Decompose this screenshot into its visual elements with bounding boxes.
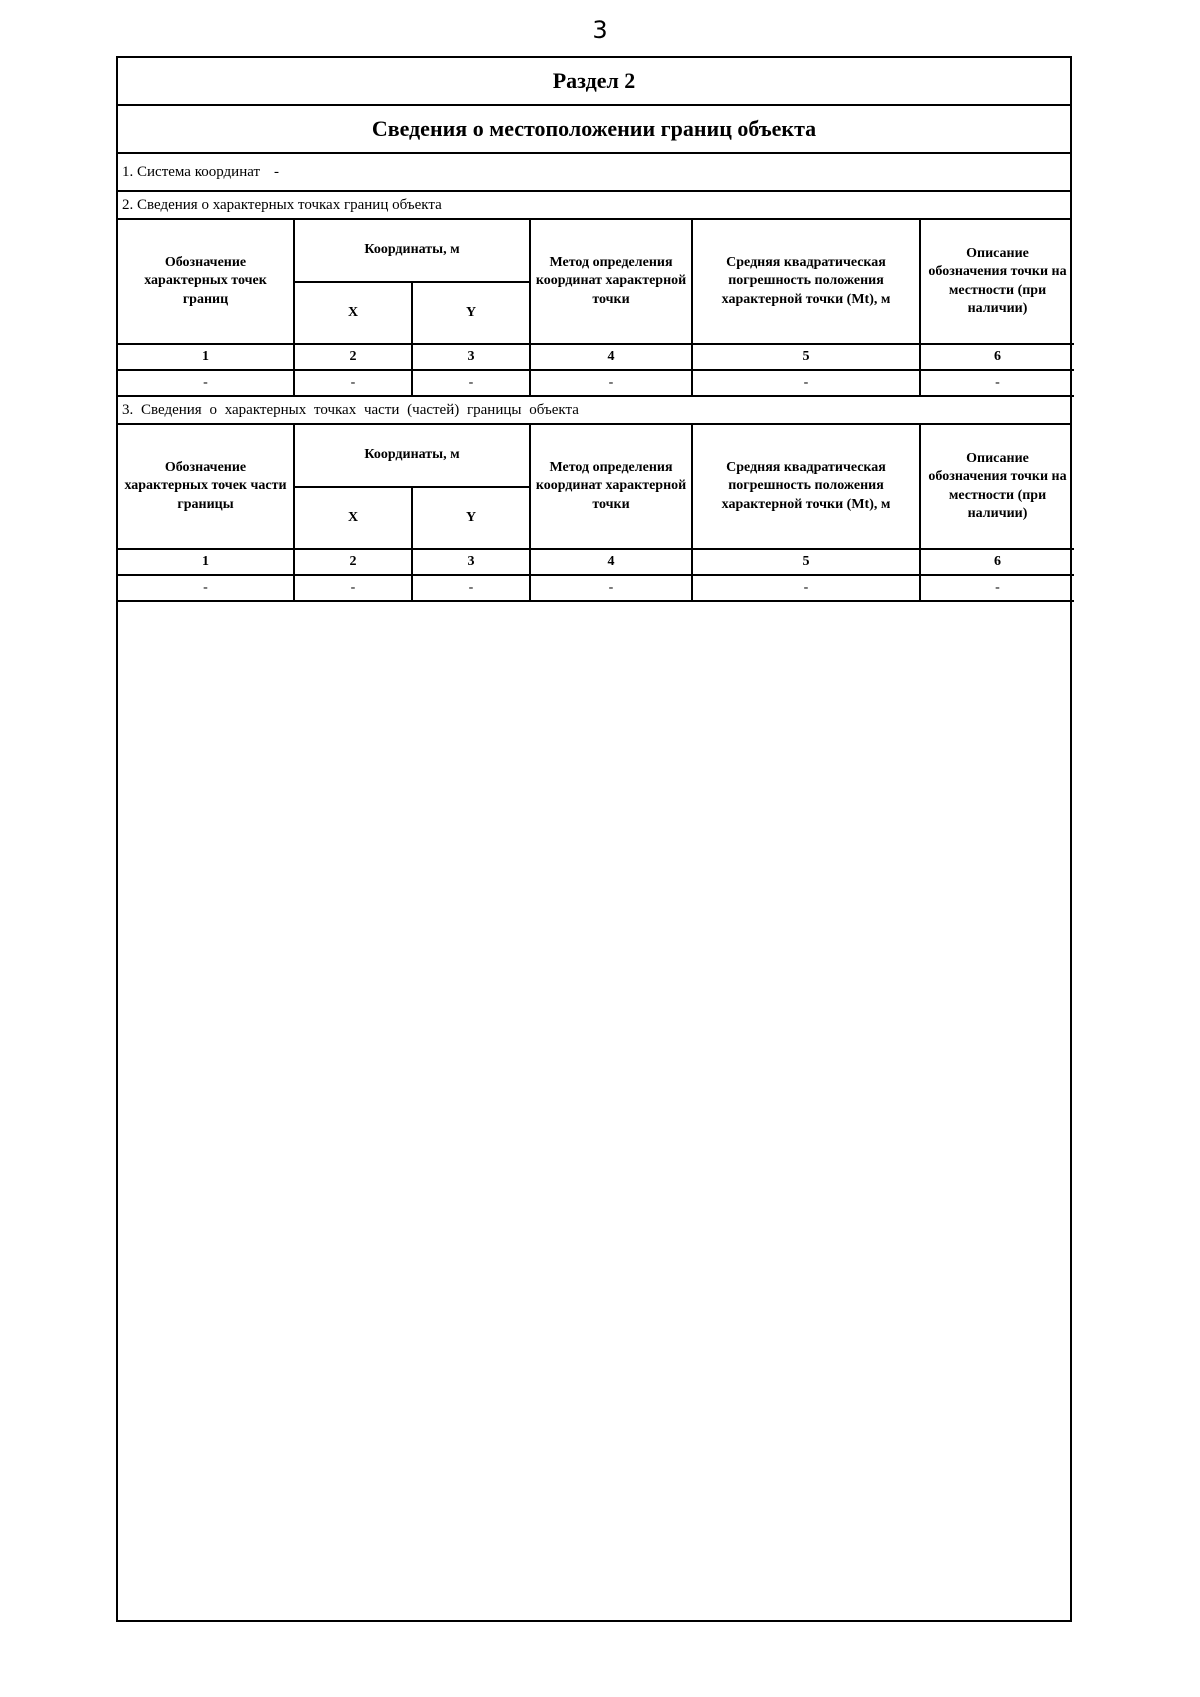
- table-cell: -: [294, 575, 412, 601]
- table-cell: -: [412, 370, 530, 396]
- section-subtitle: Сведения о местоположении границ объекта: [118, 106, 1070, 154]
- header-x: X: [294, 487, 412, 549]
- header-description: Описание обозначения точки на местности (при наличии): [920, 425, 1074, 549]
- column-number: 4: [530, 549, 692, 575]
- table2-caption: 3. Сведения о характерных точках части (частей) границы объекта: [118, 397, 1070, 425]
- column-number: 2: [294, 549, 412, 575]
- table-cell: -: [920, 575, 1074, 601]
- column-numbers-row: [118, 549, 1074, 575]
- column-number: 3: [412, 549, 530, 575]
- header-x: X: [294, 282, 412, 344]
- table-cell: -: [692, 370, 920, 396]
- column-number: 6: [920, 549, 1074, 575]
- header-mean-error: Средняя квадратическая погрешность положения характерной точки (Mt), м: [692, 425, 920, 549]
- header-method: Метод определения координат характерной точки: [530, 425, 692, 549]
- table-cell: -: [920, 370, 1074, 396]
- column-number: 4: [530, 344, 692, 370]
- header-y: Y: [412, 282, 530, 344]
- coordinate-system-value: -: [274, 163, 280, 180]
- table1-caption: 2. Сведения о характерных точках границ объекта: [118, 192, 1070, 220]
- table-cell: -: [412, 575, 530, 601]
- page-number: 3: [592, 16, 608, 44]
- table-cell: -: [530, 370, 692, 396]
- document-frame: [116, 56, 1072, 1622]
- coordinate-system-label: 1. Система координат: [122, 163, 261, 180]
- boundary-points-table: [118, 220, 1074, 397]
- table-row: [118, 370, 1074, 396]
- column-number: 5: [692, 344, 920, 370]
- header-part-point-designation: Обозначение характерных точек части границы: [118, 425, 294, 549]
- header-coordinates: Координаты, м: [294, 220, 530, 282]
- column-numbers-row: [118, 344, 1074, 370]
- header-y: Y: [412, 487, 530, 549]
- coordinate-system-row: [118, 154, 1070, 192]
- header-description: Описание обозначения точки на местности (при наличии): [920, 220, 1074, 344]
- header-method: Метод определения координат характерной точки: [530, 220, 692, 344]
- header-point-designation: Обозначение характерных точек границ: [118, 220, 294, 344]
- table-cell: -: [692, 575, 920, 601]
- column-number: 6: [920, 344, 1074, 370]
- column-number: 3: [412, 344, 530, 370]
- table-row: [118, 575, 1074, 601]
- table-cell: -: [530, 575, 692, 601]
- table-cell: -: [294, 370, 412, 396]
- column-number: 5: [692, 549, 920, 575]
- table-cell: -: [118, 370, 294, 396]
- header-coordinates: Координаты, м: [294, 425, 530, 487]
- header-mean-error: Средняя квадратическая погрешность положения характерной точки (Mt), м: [692, 220, 920, 344]
- column-number: 1: [118, 344, 294, 370]
- boundary-part-points-table: [118, 425, 1074, 602]
- column-number: 1: [118, 549, 294, 575]
- column-number: 2: [294, 344, 412, 370]
- table-cell: -: [118, 575, 294, 601]
- section-title: Раздел 2: [118, 58, 1070, 106]
